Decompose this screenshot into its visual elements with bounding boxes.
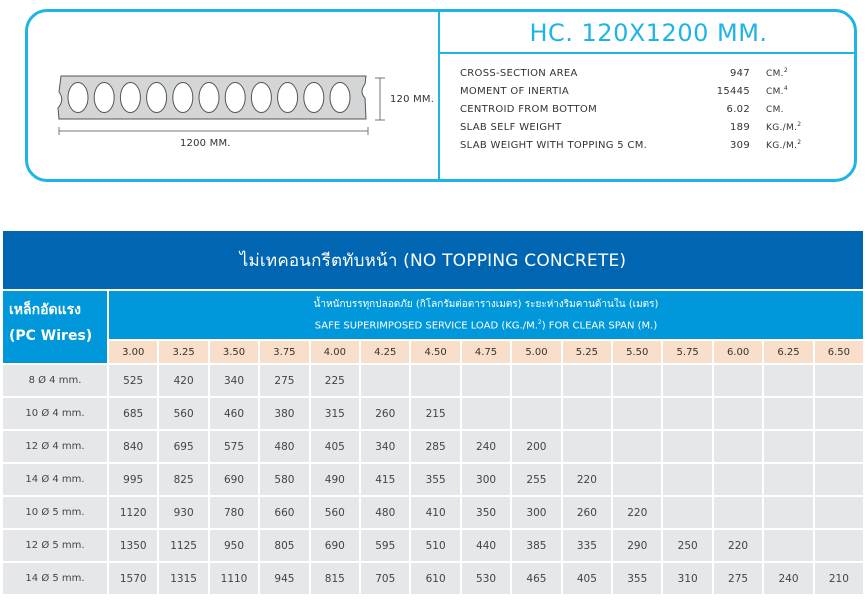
load-value-cell: 575 (208, 429, 258, 462)
load-value-cell (359, 363, 409, 396)
load-value-cell: 690 (309, 528, 359, 561)
load-value-cell: 805 (258, 528, 308, 561)
load-value-cell (510, 396, 560, 429)
load-value-cell: 275 (258, 363, 308, 396)
caption-superscript: 2 (537, 319, 542, 326)
spec-list (440, 54, 857, 154)
load-value-cell: 380 (258, 396, 308, 429)
spec-unit-text: CM. (766, 87, 784, 97)
load-value-cell (712, 462, 762, 495)
table-row (3, 528, 863, 561)
load-value-cell (813, 429, 863, 462)
spec-row (460, 118, 857, 136)
hollow-core-icon (199, 83, 219, 113)
span-header-cell: 5.25 (561, 339, 611, 363)
load-header (109, 291, 863, 363)
hollow-core-icon (173, 83, 193, 113)
load-value-cell: 210 (813, 561, 863, 594)
load-value-cell: 275 (712, 561, 762, 594)
span-header-cell: 6.00 (712, 339, 762, 363)
span-header-cell: 4.00 (309, 339, 359, 363)
load-value-cell (712, 396, 762, 429)
load-value-cell: 415 (359, 462, 409, 495)
width-dimension-label: 1200 MM. (180, 138, 231, 149)
spec-value: 947 (730, 67, 750, 79)
load-value-cell: 995 (109, 462, 157, 495)
table-row (3, 495, 863, 528)
wire-cell: 10 Ø 5 mm. (3, 495, 109, 528)
load-value-cell: 945 (258, 561, 308, 594)
slab-cross-section-drawing (28, 12, 440, 179)
load-value-cell (762, 363, 812, 396)
table-row (3, 396, 863, 429)
spec-unit (766, 67, 788, 79)
wire-cell: 10 Ø 4 mm. (3, 396, 109, 429)
load-value-cell: 340 (208, 363, 258, 396)
load-value-cell: 200 (510, 429, 560, 462)
load-value-cell: 1120 (109, 495, 157, 528)
table-row (3, 429, 863, 462)
load-value-cell: 260 (359, 396, 409, 429)
load-value-cell (611, 363, 661, 396)
load-value-cell: 930 (157, 495, 207, 528)
span-header-cell: 6.50 (813, 339, 863, 363)
load-value-cell (712, 429, 762, 462)
load-value-cell: 490 (309, 462, 359, 495)
load-value-cell: 420 (157, 363, 207, 396)
hollow-core-icon (94, 83, 114, 113)
pc-wires-header-english: (PC Wires) (9, 328, 93, 344)
spec-row (460, 64, 857, 82)
load-value-cell: 440 (460, 528, 510, 561)
hollow-core-icon (147, 83, 167, 113)
load-value-cell (813, 462, 863, 495)
span-header-cell: 3.00 (109, 339, 157, 363)
load-value-cell: 250 (661, 528, 711, 561)
load-value-cell: 215 (409, 396, 459, 429)
load-value-cell (409, 363, 459, 396)
load-value-cell: 530 (460, 561, 510, 594)
spec-unit-text: CM. (766, 69, 784, 79)
load-value-cell (762, 429, 812, 462)
spec-row (460, 82, 857, 100)
table-title: ไม่เทคอนกรีตทับหน้า (NO TOPPING CONCRETE) (3, 231, 863, 291)
load-value-cell (712, 363, 762, 396)
load-value-cell: 350 (460, 495, 510, 528)
load-value-cell: 480 (258, 429, 308, 462)
load-value-cell (762, 495, 812, 528)
spec-unit-text: KG./M. (766, 123, 798, 133)
load-value-cell (561, 363, 611, 396)
spec-value: 189 (730, 121, 750, 133)
spec-unit-text: KG./M. (766, 141, 798, 151)
wire-cell: 12 Ø 4 mm. (3, 429, 109, 462)
load-value-cell (813, 396, 863, 429)
hollow-core-icon (68, 83, 88, 113)
load-value-cell: 465 (510, 561, 560, 594)
load-value-cell (813, 495, 863, 528)
load-value-cell: 300 (460, 462, 510, 495)
hollow-core-icon (278, 83, 298, 113)
load-value-cell: 780 (208, 495, 258, 528)
load-value-cell: 525 (109, 363, 157, 396)
spec-unit-superscript: 2 (797, 121, 802, 128)
load-value-cell: 220 (561, 462, 611, 495)
load-value-cell: 560 (309, 495, 359, 528)
load-value-cell: 355 (409, 462, 459, 495)
load-value-cell: 705 (359, 561, 409, 594)
span-header-cell: 4.25 (359, 339, 409, 363)
load-value-cell: 1315 (157, 561, 207, 594)
wire-cell: 14 Ø 5 mm. (3, 561, 109, 594)
hollow-core-icon (120, 83, 140, 113)
load-value-cell (712, 495, 762, 528)
load-value-cell: 815 (309, 561, 359, 594)
spec-value: 15445 (716, 85, 750, 97)
load-value-cell (611, 462, 661, 495)
load-value-cell: 220 (712, 528, 762, 561)
load-value-cell: 255 (510, 462, 560, 495)
spec-value: 6.02 (726, 103, 750, 115)
spec-unit (766, 103, 784, 115)
spec-label: CROSS-SECTION AREA (460, 67, 578, 79)
load-value-cell (611, 429, 661, 462)
load-value-cell: 220 (611, 495, 661, 528)
spec-row (460, 136, 857, 154)
load-value-cell: 1570 (109, 561, 157, 594)
height-dimension-label: 120 MM. (390, 94, 435, 105)
load-value-cell (762, 396, 812, 429)
spec-label: MOMENT OF INERTIA (460, 85, 569, 97)
spec-panel (438, 12, 857, 179)
hollow-core-icon (251, 83, 271, 113)
load-value-cell: 580 (258, 462, 308, 495)
load-value-cell: 410 (409, 495, 459, 528)
load-value-cell: 825 (157, 462, 207, 495)
wire-cell: 14 Ø 4 mm. (3, 462, 109, 495)
load-value-cell (561, 429, 611, 462)
load-value-cell: 1350 (109, 528, 157, 561)
load-value-cell: 595 (359, 528, 409, 561)
spec-value: 309 (730, 139, 750, 151)
spec-row (460, 100, 857, 118)
spec-label: SLAB SELF WEIGHT (460, 121, 562, 133)
spec-unit (766, 85, 788, 97)
load-value-cell: 685 (109, 396, 157, 429)
caption-text-end: ) FOR CLEAR SPAN (M.) (541, 320, 658, 332)
load-caption-english (109, 314, 863, 335)
spec-unit-text: CM. (766, 105, 784, 115)
span-header-row (109, 339, 863, 363)
load-value-cell (813, 363, 863, 396)
span-header-cell: 4.75 (460, 339, 510, 363)
load-value-cell (510, 363, 560, 396)
spec-unit (766, 139, 801, 151)
load-value-cell (460, 363, 510, 396)
load-value-cell: 690 (208, 462, 258, 495)
load-value-cell (661, 495, 711, 528)
load-caption (109, 291, 863, 339)
spec-label: CENTROID FROM BOTTOM (460, 103, 598, 115)
wire-cell: 12 Ø 5 mm. (3, 528, 109, 561)
table-row (3, 561, 863, 594)
load-value-cell (661, 462, 711, 495)
load-value-cell: 355 (611, 561, 661, 594)
load-value-cell (460, 396, 510, 429)
hollow-core-icon (225, 83, 245, 113)
spec-unit (766, 121, 801, 133)
load-value-cell: 695 (157, 429, 207, 462)
load-table (3, 231, 863, 594)
span-header-cell: 6.25 (762, 339, 812, 363)
wire-cell: 8 Ø 4 mm. (3, 363, 109, 396)
span-header-cell: 3.50 (208, 339, 258, 363)
table-body (3, 363, 863, 594)
spec-unit-superscript: 4 (783, 85, 788, 92)
load-value-cell: 950 (208, 528, 258, 561)
load-value-cell: 405 (561, 561, 611, 594)
load-value-cell: 460 (208, 396, 258, 429)
load-value-cell: 310 (661, 561, 711, 594)
load-value-cell: 405 (309, 429, 359, 462)
span-header-cell: 3.75 (258, 339, 308, 363)
load-value-cell: 510 (409, 528, 459, 561)
pc-wires-header-thai: เหล็กอัดแรง (9, 302, 81, 318)
load-value-cell: 560 (157, 396, 207, 429)
product-title: HC. 120X1200 MM. (440, 12, 857, 54)
load-value-cell: 240 (762, 561, 812, 594)
spec-unit-superscript: 2 (797, 139, 802, 146)
load-value-cell: 335 (561, 528, 611, 561)
span-header-cell: 5.50 (611, 339, 661, 363)
hollow-core-icon (330, 83, 350, 113)
load-value-cell: 315 (309, 396, 359, 429)
table-header (3, 291, 863, 363)
load-value-cell: 285 (409, 429, 459, 462)
span-header-cell: 3.25 (157, 339, 207, 363)
pc-wires-header (3, 291, 109, 363)
load-value-cell: 1125 (157, 528, 207, 561)
load-value-cell (561, 396, 611, 429)
load-value-cell (762, 528, 812, 561)
spec-label: SLAB WEIGHT WITH TOPPING 5 CM. (460, 139, 648, 151)
load-caption-thai: น้ำหนักบรรทุกปลอดภัย (กิโลกรัมต่อตารางเมตร) ระยะห่างริมคานด้านใน (เมตร) (313, 299, 659, 310)
caption-text: SAFE SUPERIMPOSED SERVICE LOAD (KG./M. (314, 320, 538, 332)
span-header-cell: 4.50 (409, 339, 459, 363)
load-value-cell (762, 462, 812, 495)
span-header-cell: 5.75 (661, 339, 711, 363)
load-value-cell: 290 (611, 528, 661, 561)
spec-card (25, 9, 857, 182)
load-value-cell: 610 (409, 561, 459, 594)
load-value-cell: 385 (510, 528, 560, 561)
load-value-cell: 340 (359, 429, 409, 462)
table-row (3, 363, 863, 396)
load-value-cell: 240 (460, 429, 510, 462)
spec-unit-superscript: 2 (783, 67, 788, 74)
load-value-cell (611, 396, 661, 429)
load-value-cell (661, 363, 711, 396)
load-value-cell (813, 528, 863, 561)
load-value-cell: 660 (258, 495, 308, 528)
load-value-cell: 225 (309, 363, 359, 396)
load-value-cell (661, 396, 711, 429)
hollow-core-slab-icon (28, 12, 440, 185)
load-value-cell: 480 (359, 495, 409, 528)
table-row (3, 462, 863, 495)
hollow-core-icon (304, 83, 324, 113)
span-header-cell: 5.00 (510, 339, 560, 363)
load-value-cell: 840 (109, 429, 157, 462)
load-value-cell (661, 429, 711, 462)
load-value-cell: 1110 (208, 561, 258, 594)
load-value-cell: 260 (561, 495, 611, 528)
load-value-cell: 300 (510, 495, 560, 528)
